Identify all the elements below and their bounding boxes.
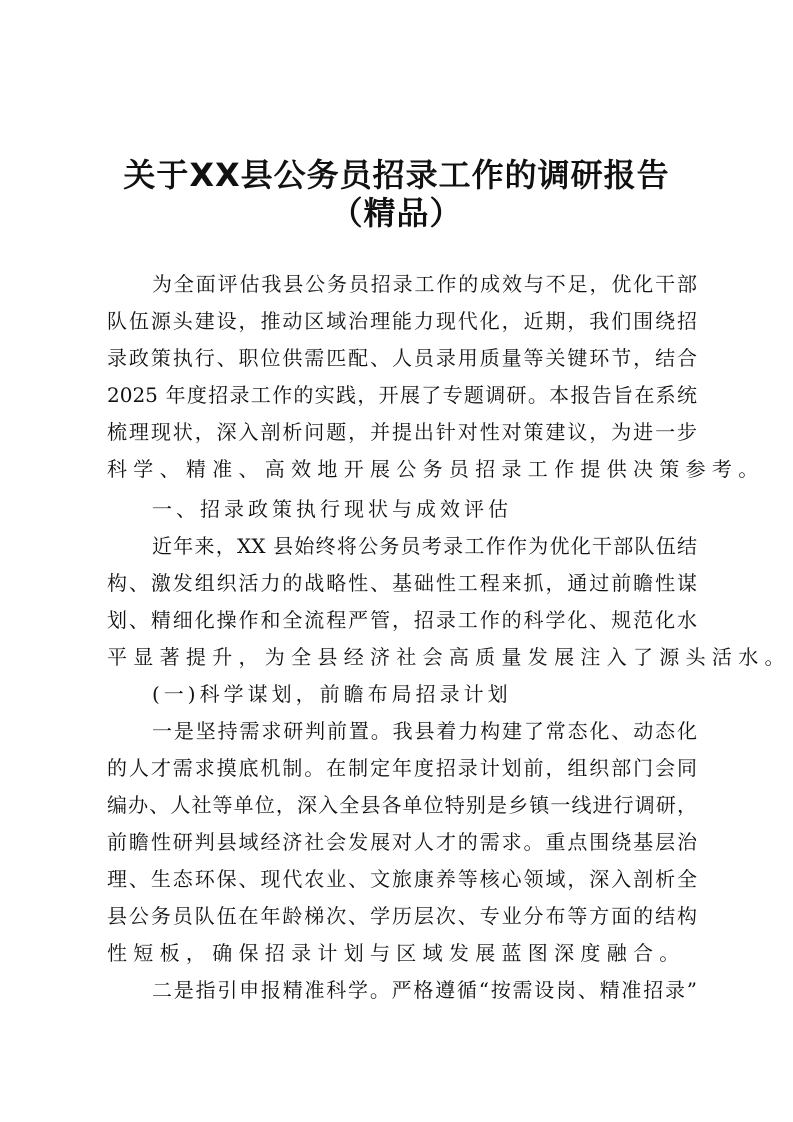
paragraph-line: 前瞻性研判县域经济社会发展对人才的需求。重点围绕基层治 xyxy=(107,830,697,854)
paragraph-line: 近年来，XX 县始终将公务员考录工作作为优化干部队伍结 xyxy=(152,534,697,558)
paragraph-line: 理、生态环保、现代农业、文旅康养等核心领域，深入剖析全 xyxy=(107,867,697,891)
paragraph-line: 平显著提升，为全县经济社会高质量发展注入了源头活水。 xyxy=(107,645,791,669)
section-heading: (一)科学谋划，前瞻布局招录计划 xyxy=(152,682,512,706)
paragraph-line: 县公务员队伍在年龄梯次、学历层次、专业分布等方面的结构 xyxy=(107,904,697,928)
paragraph-line: 划、精细化操作和全流程严管，招录工作的科学化、规范化水 xyxy=(107,608,697,632)
paragraph-line: 编办、人社等单位，深入全县各单位特别是乡镇一线进行调研， xyxy=(107,793,697,817)
paragraph-line: 为全面评估我县公务员招录工作的成效与不足，优化干部 xyxy=(152,272,697,296)
document-title: 关于XX县公务员招录工作的调研报告 xyxy=(123,156,670,194)
paragraph-line: 的人才需求摸底机制。在制定年度招录计划前，组织部门会同 xyxy=(107,756,697,780)
paragraph-line: 科学、精准、高效地开展公务员招录工作提供决策参考。 xyxy=(107,457,765,481)
paragraph-line: 一是坚持需求研判前置。我县着力构建了常态化、动态化 xyxy=(152,719,697,743)
paragraph-line: 构、激发组织活力的战略性、基础性工程来抓，通过前瞻性谋 xyxy=(107,571,697,595)
section-heading: 一、招录政策执行现状与成效评估 xyxy=(152,497,512,521)
paragraph-line: 录政策执行、职位供需匹配、人员录用质量等关键环节，结合 xyxy=(107,346,697,370)
paragraph-line: 性短板，确保招录计划与区域发展蓝图深度融合。 xyxy=(107,941,686,965)
paragraph-line: 2025 年度招录工作的实践，开展了专题调研。本报告旨在系统 xyxy=(107,383,697,407)
document-title-suffix: （精品） xyxy=(330,194,463,232)
paragraph-line: 队伍源头建设，推动区域治理能力现代化，近期，我们围绕招 xyxy=(107,309,697,333)
paragraph-line: 梳理现状，深入剖析问题，并提出针对性对策建议，为进一步 xyxy=(107,420,697,444)
paragraph-line: 二是指引申报精准科学。严格遵循“按需设岗、精准招录” xyxy=(152,978,697,1002)
